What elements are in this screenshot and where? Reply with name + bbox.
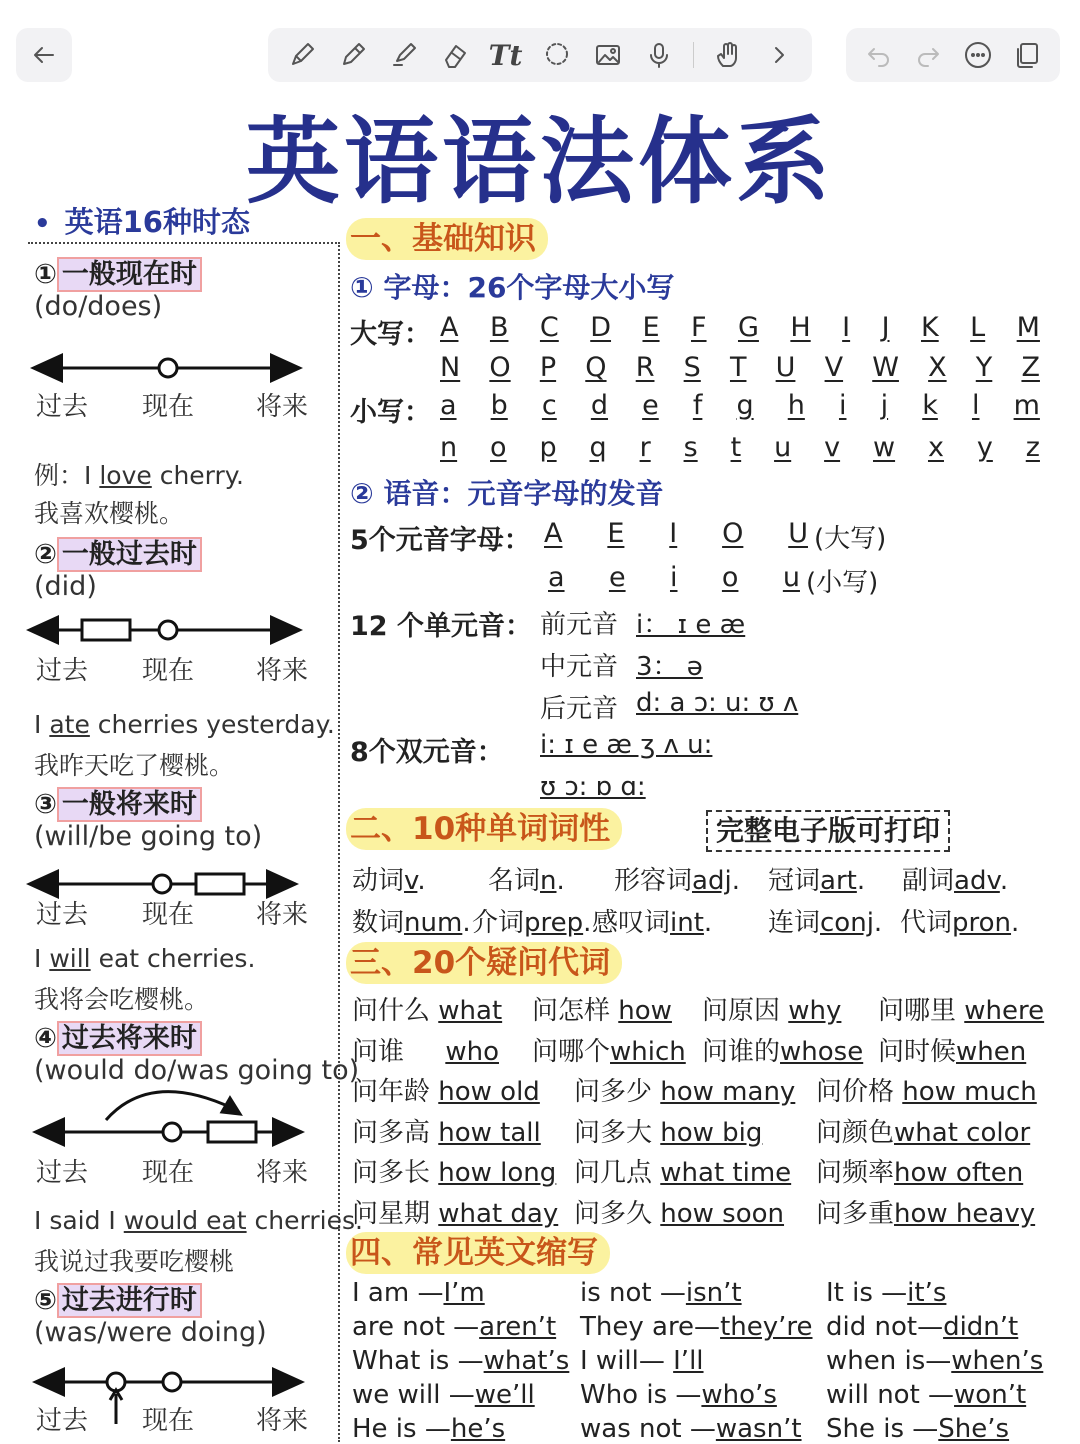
uppercase-letter: P (539, 352, 557, 383)
contraction: It is —it’s (826, 1278, 947, 1308)
tense-3-translation: 我将会吃樱桃。 (34, 985, 210, 1014)
part-of-speech: 动词v. (352, 866, 426, 896)
pencil-icon[interactable] (336, 38, 370, 72)
tense-3-example: I will eat cherries. (34, 944, 256, 973)
contraction: when is—when’s (826, 1346, 1044, 1376)
lowercase-row-2 (440, 432, 1040, 463)
part-of-speech: 代词pron. (900, 908, 1020, 938)
text-tool-icon[interactable]: Tt (488, 38, 523, 72)
contraction: is not —isn’t (580, 1278, 742, 1308)
question-word: 问什么 what (352, 996, 503, 1026)
lowercase-letter: a (440, 390, 457, 421)
future-label: 将来 (256, 1406, 309, 1436)
vowel-letter: E (607, 518, 625, 549)
lowercase-letter: o (490, 432, 507, 463)
uppercase-letter: X (928, 352, 947, 383)
front-vowels: i： ɪ e æ (636, 610, 746, 640)
lowercase-letter: y (976, 432, 993, 463)
contraction: He is —he’s (352, 1414, 506, 1444)
uppercase-letter: T (729, 352, 747, 383)
question-word: 问频率how often (816, 1158, 1024, 1188)
section-2-heading: 二、10种单词词性 (346, 808, 622, 850)
uppercase-label: 大写： (350, 319, 431, 350)
monophthong-label: 12 个单元音： (350, 611, 532, 642)
lowercase-letter: q (589, 432, 607, 463)
vowel-letter: U (788, 518, 808, 549)
tense-1: ① 一般现在时 (do/does) (34, 252, 202, 322)
section-1-heading: 一、基础知识 (346, 218, 548, 260)
question-word: 问几点 what time (574, 1158, 792, 1188)
now-label: 现在 (142, 900, 195, 930)
uppercase-letter: G (737, 312, 759, 343)
letters-title: ① 字母：26个字母大小写 (350, 271, 675, 304)
uppercase-letter: H (790, 312, 811, 343)
future-label: 将来 (256, 392, 309, 422)
contraction: we will —we’ll (352, 1380, 535, 1410)
highlighter-icon[interactable] (387, 38, 421, 72)
future-label: 将来 (256, 656, 309, 686)
lowercase-letter: c (541, 390, 557, 421)
contraction: I will— I’ll (580, 1346, 704, 1376)
uppercase-letter: E (642, 312, 660, 343)
contraction: What is —what’s (352, 1346, 570, 1376)
past-label: 过去 (36, 656, 89, 686)
lower-note: (小写) (806, 568, 879, 598)
lowercase-letter: j (880, 390, 889, 421)
tense-1-translation: 我喜欢樱桃。 (34, 499, 185, 528)
timeline-2-past-box (82, 620, 130, 640)
uppercase-letter: O (489, 352, 511, 383)
timeline-2-now-point (159, 621, 177, 639)
timeline-4-arrow-arc (106, 1092, 232, 1120)
vowel-letter: A (544, 518, 563, 549)
timeline-1-now-point (159, 359, 177, 377)
lowercase-letter: s (683, 432, 698, 463)
timeline-3-now-point (153, 875, 171, 893)
contraction: Who is —who’s (580, 1380, 777, 1410)
lowercase-letter: r (639, 432, 651, 463)
mid-vowels: 3： ə (636, 652, 703, 682)
diphthongs-row-1: i: ɪ e æ ʒ ʌ u: (540, 730, 713, 760)
uppercase-letter: F (691, 312, 707, 343)
phonics-title: ② 语音：元音字母的发音 (350, 477, 664, 510)
lowercase-letter: n (440, 432, 458, 463)
lowercase-letter: z (1025, 432, 1040, 463)
question-word: 问星期 what day (352, 1198, 559, 1229)
lowercase-letter: b (490, 390, 508, 421)
uppercase-letter: U (775, 352, 796, 383)
tense-heading: 英语16种时态 (64, 205, 250, 239)
uppercase-letter: Z (1021, 352, 1040, 383)
tense-5-name: 过去进行时 (57, 1283, 202, 1318)
drawing-toolbar (268, 28, 812, 82)
part-of-speech: 数词num. (352, 908, 471, 938)
question-word: 问时候when (878, 1036, 1027, 1067)
uppercase-letter: Q (585, 352, 607, 383)
question-word: 问多大 how big (574, 1117, 763, 1148)
front-vowel-label: 前元音 (540, 610, 619, 640)
uppercase-letter: S (683, 352, 701, 383)
tense-3-name: 一般将来时 (57, 787, 202, 822)
lowercase-letter: d (590, 390, 609, 421)
now-label: 现在 (142, 1158, 195, 1188)
lowercase-row-1 (440, 390, 1040, 421)
vowel-letter: O (722, 518, 744, 549)
past-label: 过去 (36, 1406, 89, 1436)
question-word: 问哪里 where (878, 996, 1045, 1026)
lowercase-letter: m (1013, 390, 1040, 421)
past-label: 过去 (36, 392, 89, 422)
question-word: 问多高 how tall (352, 1117, 541, 1148)
back-vowels: d: a ɔ: u: ʊ ʌ (636, 688, 799, 718)
lowercase-letter: x (927, 432, 944, 463)
question-word: 问谁 who (352, 1036, 499, 1067)
lowercase-letter: g (736, 390, 754, 421)
vowel-letter: o (721, 562, 739, 593)
now-label: 现在 (142, 392, 195, 422)
question-word: 问原因 why (702, 996, 842, 1026)
tense-2-name: 一般过去时 (57, 537, 202, 572)
tense-1-form: (do/does) (34, 291, 163, 322)
part-of-speech: 名词n. (488, 866, 565, 896)
microphone-icon[interactable] (642, 38, 676, 72)
tense-2-example: I ate cherries yesterday. (34, 710, 335, 739)
contraction: will not —won’t (826, 1380, 1027, 1410)
question-word: 问多长 how long (352, 1158, 557, 1188)
tense-4-example: I said I would eat cherries. (34, 1206, 363, 1235)
image-icon[interactable] (591, 38, 625, 72)
lowercase-letter: u (774, 432, 792, 463)
redo-icon[interactable] (911, 38, 945, 72)
part-of-speech: 副词adv. (902, 866, 1009, 896)
question-word: 问价格 how much (816, 1077, 1037, 1107)
now-label: 现在 (142, 656, 195, 686)
tense-5-form: (was/were doing) (34, 1317, 267, 1348)
uppercase-letter: K (920, 312, 939, 343)
lowercase-letter: w (872, 432, 896, 463)
contraction: I am —I’m (352, 1278, 485, 1308)
vowel-letter: e (608, 562, 626, 593)
contraction: was not —wasn’t (580, 1414, 802, 1444)
lowercase-letter: e (642, 390, 659, 421)
tense-column-heading: • 英语16种时态 (34, 205, 250, 239)
uppercase-letter: R (635, 352, 655, 383)
tense-4-translation: 我说过我要吃樱桃 (34, 1247, 235, 1276)
question-word: 问颜色what color (816, 1117, 1031, 1148)
eraser-icon[interactable] (438, 38, 472, 72)
tense-2-form: (did) (34, 571, 97, 602)
lowercase-letter: i (838, 390, 847, 421)
part-of-speech: 连词conj. (768, 908, 883, 938)
now-label: 现在 (142, 1406, 195, 1436)
tense-3-form: (will/be going to) (34, 821, 263, 852)
timeline-4-box (208, 1122, 256, 1142)
uppercase-letter: A (440, 312, 459, 343)
diphthongs-row-2: ʊ ɔ: ɒ ɑ: (540, 772, 646, 802)
print-note-box: 完整电子版可打印 (706, 810, 950, 852)
section-4-heading: 四、常见英文缩写 (346, 1232, 610, 1274)
page-title: 英语语法体系 (245, 108, 834, 217)
more-icon[interactable] (961, 38, 995, 72)
lowercase-letter: p (539, 432, 557, 463)
contraction: are not —aren’t (352, 1312, 557, 1342)
tense-4-form: (would do/was going to) (34, 1055, 360, 1086)
question-word: 问哪个which (532, 1036, 686, 1067)
pages-icon[interactable] (1010, 38, 1044, 72)
past-label: 过去 (36, 1158, 89, 1188)
vowel-upper-row (544, 518, 808, 549)
tense-2: ② 一般过去时 (did) (34, 532, 202, 602)
timeline-3-future-box (196, 874, 244, 894)
future-label: 将来 (256, 900, 309, 930)
uppercase-row-2 (440, 352, 1040, 383)
contraction: She is —She’s (826, 1414, 1010, 1444)
undo-icon[interactable] (862, 38, 896, 72)
lowercase-letter: k (922, 390, 938, 421)
hand-gesture-icon[interactable] (711, 38, 745, 72)
question-word: 问多少 how many (574, 1077, 796, 1107)
toolbar-divider (693, 42, 694, 68)
part-of-speech: 冠词art. (768, 866, 866, 896)
tense-4-name: 过去将来时 (57, 1021, 202, 1056)
vowel-letter: I (669, 518, 678, 549)
diphthong-label: 8个双元音： (350, 737, 504, 768)
tense-2-translation: 我昨天吃了樱桃。 (34, 751, 235, 780)
uppercase-letter: W (872, 352, 899, 383)
uppercase-row-1 (440, 312, 1040, 343)
question-word: 问年龄 how old (352, 1077, 540, 1107)
lasso-icon[interactable] (540, 38, 574, 72)
part-of-speech: 形容词adj. (614, 866, 740, 896)
lowercase-letter: t (730, 432, 742, 463)
vowel-letter: a (548, 562, 565, 593)
back-vowel-label: 后元音 (540, 694, 619, 724)
vowel-letter: i (669, 562, 678, 593)
uppercase-letter: L (970, 312, 986, 343)
question-word: 问怎样 how (532, 996, 672, 1026)
contraction: They are—they’re (580, 1312, 813, 1342)
uppercase-letter: V (824, 352, 844, 383)
part-of-speech: 感叹词int. (592, 908, 713, 938)
tense-3: ③ 一般将来时 (will/be going to) (34, 789, 263, 852)
past-label: 过去 (36, 900, 89, 930)
uppercase-letter: B (489, 312, 509, 343)
question-word: 问多重how heavy (816, 1198, 1036, 1229)
vowel-lower-row (548, 562, 800, 593)
vowel-letter: u (782, 562, 800, 593)
contraction: did not—didn’t (826, 1312, 1019, 1342)
future-label: 将来 (256, 1158, 309, 1188)
uppercase-letter: D (590, 312, 612, 343)
uppercase-letter: M (1016, 312, 1040, 343)
section-3-heading: 三、20个疑问代词 (346, 942, 622, 984)
lowercase-letter: f (692, 390, 703, 421)
timeline-4-now-point (163, 1123, 181, 1141)
question-word: 问多久 how soon (574, 1198, 785, 1229)
tense-4: ④ 过去将来时 (would do/was going to) (34, 1023, 360, 1086)
uppercase-letter: I (842, 312, 851, 343)
part-of-speech: 介词prep. (472, 908, 592, 938)
uppercase-letter: N (440, 352, 461, 383)
lowercase-letter: h (787, 390, 805, 421)
tense-5: ⑤ 过去进行时 (was/were doing) (34, 1285, 267, 1348)
lowercase-letter: v (824, 432, 841, 463)
lowercase-letter: l (971, 390, 980, 421)
vowel-letters-label: 5个元音字母： (350, 525, 531, 556)
lowercase-label: 小写： (350, 397, 431, 428)
question-word: 问谁的whose (702, 1036, 864, 1067)
uppercase-letter: Y (975, 352, 993, 383)
chevron-right-icon[interactable] (762, 38, 796, 72)
uppercase-letter: C (539, 312, 559, 343)
uppercase-letter: J (881, 312, 890, 343)
tense-1-name: 一般现在时 (57, 257, 202, 292)
upper-note: (大写) (814, 524, 887, 554)
mid-vowel-label: 中元音 (540, 652, 619, 682)
action-toolbar (846, 28, 1060, 82)
timeline-5-now-point (163, 1373, 181, 1391)
tense-1-example: 例：I love cherry. (34, 461, 244, 490)
